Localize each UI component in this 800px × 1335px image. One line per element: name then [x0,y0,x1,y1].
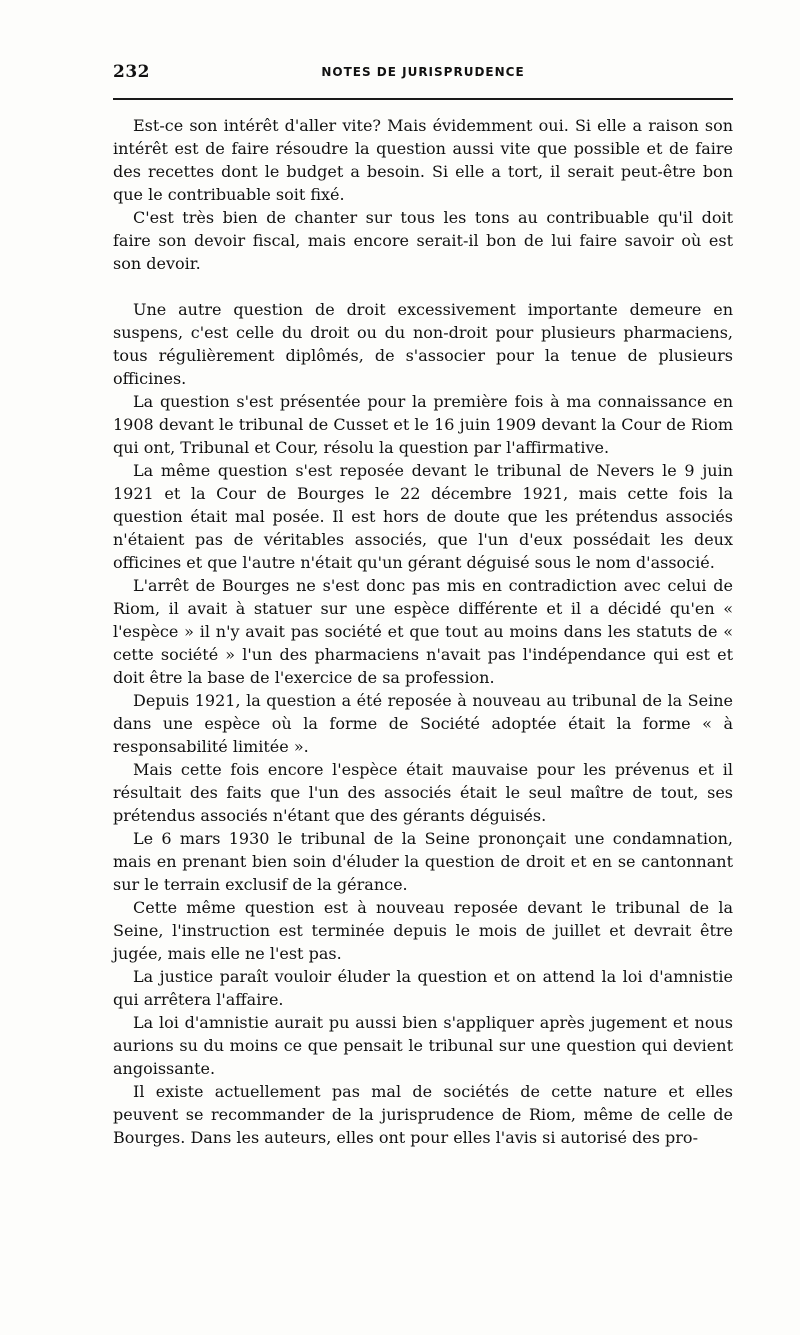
paragraph: La même question s'est reposée devant le tribunal de Nevers le 9 juin 1921 et la Cour de Bourges le 22 décembre 1921, mais cette fois la question était mal posée. Il est hors de doute que les prétendus associés n'étaient pas de véritables associés, que l'un d'eux possédait les deux officines et que l'autre n'était qu'un gérant déguisé sous le nom d'associé. [113,461,733,572]
page-number: 232 [113,62,150,82]
paragraph: Le 6 mars 1930 le tribunal de la Seine prononçait une condamnation, mais en prenant bien soin d'éluder la question de droit et en se cantonnant sur le terrain exclusif de la gérance. [113,829,733,894]
paragraph: Mais cette fois encore l'espèce était mauvaise pour les prévenus et il résultait des faits que l'un des associés était le seul maître de tout, ses prétendus associés n'étant que des gérants déguisés. [113,760,733,825]
paragraph: Une autre question de droit excessivement importante demeure en suspens, c'est celle du droit ou du non-droit pour plusieurs pharmaciens, tous régulièrement diplômés, de s'associer pour la tenue de plusieurs officines. [113,300,733,388]
body-text [113,114,733,1149]
page-header [113,62,733,86]
paragraph: La justice paraît vouloir éluder la question et on attend la loi d'amnistie qui arrêtera l'affaire. [113,967,733,1009]
paragraph: Cette même question est à nouveau reposée devant le tribunal de la Seine, l'instruction est terminée depuis le mois de juillet et devrait être jugée, mais elle ne l'est pas. [113,898,733,963]
paragraph: La question s'est présentée pour la première fois à ma connaissance en 1908 devant le tribunal de Cusset et le 16 juin 1909 devant la Cour de Riom qui ont, Tribunal et Cour, résolu la question par l'affirmative. [113,392,733,457]
paragraph: Est-ce son intérêt d'aller vite? Mais évidemment oui. Si elle a raison son intérêt est de faire résoudre la question aussi vite que possible et de faire des recettes dont le budget a besoin. Si elle a tort, il serait peut-être bon que le contribuable soit fixé. [113,116,733,204]
paragraph: Il existe actuellement pas mal de sociétés de cette nature et elles peuvent se recommander de la jurisprudence de Riom, même de celle de Bourges. Dans les auteurs, elles ont pour elles l'avis si autorisé des pro- [113,1082,733,1147]
paragraph: La loi d'amnistie aurait pu aussi bien s'appliquer après jugement et nous aurions su du moins ce que pensait le tribunal sur une question qui devient angoissante. [113,1013,733,1078]
paragraph: Depuis 1921, la question a été reposée à nouveau au tribunal de la Seine dans une espèce où la forme de Société adoptée était la forme « à responsabilité limitée ». [113,691,733,756]
paragraph: L'arrêt de Bourges ne s'est donc pas mis en contradiction avec celui de Riom, il avait à statuer sur une espèce différente et il a décidé qu'en « l'espèce » il n'y avait pas société et que tout au moins dans les statuts de « cette société » l'un des pharmaciens n'avait pas l'indépendance qui est et doit être la base de l'exercice de sa profession. [113,576,733,687]
running-title: NOTES DE JURISPRUDENCE [321,65,525,79]
paragraph: C'est très bien de chanter sur tous les tons au contribuable qu'il doit faire son devoir fiscal, mais encore serait-il bon de lui faire savoir où est son devoir. [113,208,733,273]
header-rule [113,98,733,100]
